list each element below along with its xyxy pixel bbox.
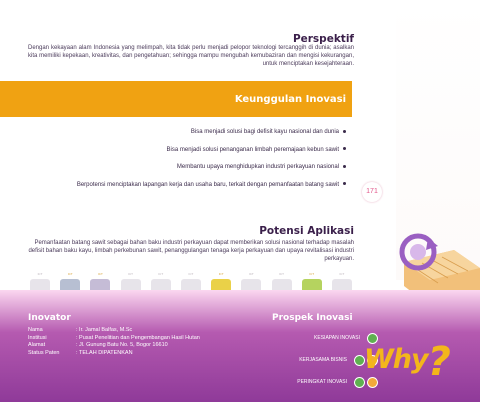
cycle-center xyxy=(410,244,426,260)
prospek-item xyxy=(238,371,378,393)
potensi-paragraph: Pemanfaatan batang sawit sebagai bahan baku industri perkayuan dapat memberikan solusi nasional terhadap masalah defisit bahan baku kayu, limbah perkebunan sawit, penanggulangan tenaga kerja perkayuan dan upaya revitalisasi industri perkayuan. xyxy=(28,240,354,262)
prospek-item xyxy=(238,327,378,349)
why-logo xyxy=(364,332,450,385)
prospek-title: Prospek Inovasi xyxy=(272,313,353,323)
detail-row xyxy=(28,335,200,343)
app-label: ICT xyxy=(248,272,254,276)
bullet-icon xyxy=(343,130,346,133)
prospek-item xyxy=(238,349,378,371)
detail-key: Status Paten xyxy=(28,349,60,356)
detail-row xyxy=(28,350,200,358)
flame-icon xyxy=(367,377,378,388)
perspektif-paragraph: Dengan kekayaan alam Indonesia yang melimpah, kita tidak perlu menjadi pelopor teknologi tercanggih di dunia; asalkan kita memiliki kepekaan, kreativitas, dan pengetahuan; sehingga mampu mengubah kemubaziran dan mengisi kekurangan, untuk menciptakan kesejahteraan. xyxy=(28,45,354,67)
app-label: ICT xyxy=(67,272,73,276)
potensi-title: Potensi Aplikasi xyxy=(259,225,354,237)
detail-key: Nama xyxy=(28,327,43,333)
perspektif-title: Perspektif xyxy=(292,33,354,45)
question-mark: ? xyxy=(427,339,450,385)
detail-value: : Pusat Penelitian dan Pengembangan Hasil Hutan xyxy=(76,334,200,341)
detail-value: : Ir. Jamal Balfas, M.Sc xyxy=(76,327,133,333)
detail-key: Alamat xyxy=(28,342,46,348)
detail-row xyxy=(28,342,200,350)
inovator-title: Inovator xyxy=(28,313,71,323)
keunggulan-item-text: Bisa menjadi solusi bagi defisit kayu nasional dan dunia xyxy=(190,129,339,135)
app-label: ICT xyxy=(128,272,133,276)
potensi-text xyxy=(28,239,354,263)
detail-value: : TELAH DIPATENKAN xyxy=(76,349,133,356)
prospek-label: KESIAPAN INOVASI xyxy=(314,335,360,341)
page-number: 171 xyxy=(362,182,382,202)
inovator-details xyxy=(28,327,200,357)
detail-value: : Jl. Gunung Batu No. 5, Bogor 16610 xyxy=(76,342,168,348)
detail-key: Institusi xyxy=(28,334,47,341)
app-label: ICT xyxy=(97,272,103,276)
keunggulan-item xyxy=(77,128,346,136)
app-label: ICT xyxy=(37,272,43,276)
prospek-label: PERINGKAT INOVASI xyxy=(297,379,347,385)
bullet-icon xyxy=(343,165,346,168)
readiness-icon xyxy=(354,377,365,388)
app-label: ICT xyxy=(188,272,194,276)
keunggulan-title: Keunggulan Inovasi xyxy=(234,94,346,105)
prospek-label: KERJASAMA BISNIS xyxy=(299,357,347,363)
app-label: ICT xyxy=(158,272,164,276)
detail-row xyxy=(28,327,200,335)
keunggulan-item-text: Membantu upaya menghidupkan industri perkayuan nasional xyxy=(176,164,339,170)
keunggulan-item xyxy=(77,163,346,171)
keunggulan-item-text: Bisa menjadi solusi penanganan limbah peremajaan kebun sawit xyxy=(166,146,339,153)
app-label: ICT xyxy=(309,272,315,276)
app-label: ICT xyxy=(218,272,224,276)
keunggulan-band xyxy=(0,81,352,117)
bullet-icon xyxy=(343,147,346,150)
keunggulan-item xyxy=(77,146,346,154)
app-label: ICT xyxy=(339,272,345,276)
prospek-list xyxy=(238,327,378,393)
app-label: ICT xyxy=(279,272,284,276)
keunggulan-item-text: Berpotensi menciptakan lapangan kerja dan usaha baru, terkait dengan pemanfaatan batang sawit xyxy=(76,181,339,188)
why-word: Why xyxy=(364,344,428,375)
keunggulan-list xyxy=(77,128,346,198)
bullet-icon xyxy=(343,182,346,185)
perspektif-text xyxy=(28,44,354,68)
keunggulan-item xyxy=(77,181,346,189)
